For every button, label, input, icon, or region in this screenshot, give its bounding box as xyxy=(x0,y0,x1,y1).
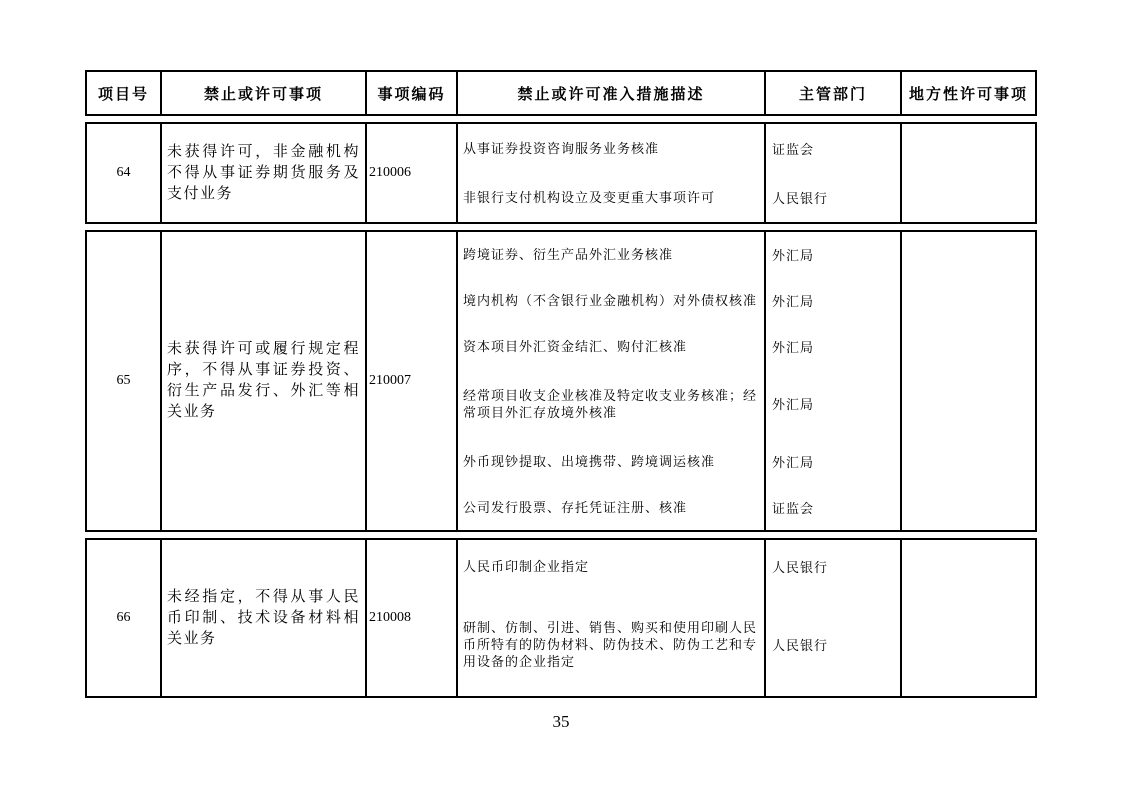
measure-desc-text: 外币现钞提取、出境携带、跨境调运核准 xyxy=(463,453,716,469)
dept-cell: 外汇局 xyxy=(764,278,900,324)
measure-row xyxy=(456,370,1035,439)
measure-row xyxy=(456,173,1035,222)
measure-row xyxy=(456,278,1035,324)
measure-desc-text: 公司发行股票、存托凭证注册、核准 xyxy=(463,499,688,515)
measure-desc-cell xyxy=(456,124,764,173)
table-header-row xyxy=(85,70,1037,116)
local-permit-cell xyxy=(900,540,1035,592)
measure-desc-cell xyxy=(456,324,764,370)
measure-desc-text: 经常项目收支企业核准及特定收支业务核准；经常项目外汇存放境外核准 xyxy=(463,387,758,420)
item-code-cell: 210007 xyxy=(365,232,456,530)
measure-desc-cell xyxy=(456,438,764,484)
measure-desc-text: 人民币印制企业指定 xyxy=(463,558,590,574)
measures-group xyxy=(456,232,1035,530)
table-row xyxy=(85,122,1037,224)
measure-row xyxy=(456,232,1035,278)
measure-desc-cell xyxy=(456,592,764,696)
dept-cell: 外汇局 xyxy=(764,232,900,278)
measure-row xyxy=(456,124,1035,173)
item-code-cell: 210008 xyxy=(365,540,456,696)
dept-cell: 证监会 xyxy=(764,124,900,173)
dept-cell: 人民银行 xyxy=(764,540,900,592)
header-prohibited-item: 禁止或许可事项 xyxy=(160,72,365,114)
header-item-code: 事项编码 xyxy=(365,72,456,114)
measures-group xyxy=(456,124,1035,222)
measure-desc-text: 从事证券投资咨询服务业务核准 xyxy=(463,141,660,156)
measure-row xyxy=(456,540,1035,592)
dept-cell: 外汇局 xyxy=(764,370,900,439)
measure-desc-cell xyxy=(456,484,764,530)
item-no-cell: 66 xyxy=(116,610,131,625)
item-desc-cell xyxy=(160,124,365,222)
local-permit-cell xyxy=(900,370,1035,439)
measure-row xyxy=(456,592,1035,696)
item-desc-text: 未获得许可，非金融机构不得从事证券期货服务及支付业务 xyxy=(167,143,360,202)
dept-cell: 外汇局 xyxy=(764,438,900,484)
header-item-no: 项目号 xyxy=(97,86,149,103)
item-no-cell: 64 xyxy=(116,165,131,180)
local-permit-cell xyxy=(900,438,1035,484)
item-code-cell: 210006 xyxy=(365,124,456,222)
measure-desc-cell xyxy=(456,173,764,222)
local-permit-cell xyxy=(900,324,1035,370)
table-row xyxy=(85,538,1037,698)
item-desc-cell xyxy=(160,232,365,530)
header-local-permit: 地方性许可事项 xyxy=(900,72,1035,114)
item-desc-text: 未获得许可或履行规定程序，不得从事证券投资、衍生产品发行、外汇等相关业务 xyxy=(167,341,360,420)
table-body xyxy=(85,122,1037,698)
item-no-cell: 65 xyxy=(116,373,131,388)
local-permit-cell xyxy=(900,173,1035,222)
local-permit-cell xyxy=(900,484,1035,530)
measure-desc-text: 非银行支付机构设立及变更重大事项许可 xyxy=(463,190,716,205)
measure-desc-cell xyxy=(456,232,764,278)
measure-row xyxy=(456,438,1035,484)
measure-desc-cell xyxy=(456,540,764,592)
local-permit-cell xyxy=(900,592,1035,696)
dept-cell: 证监会 xyxy=(764,484,900,530)
item-desc-text: 未经指定，不得从事人民币印制、技术设备材料相关业务 xyxy=(167,588,360,647)
local-permit-cell xyxy=(900,124,1035,173)
local-permit-cell xyxy=(900,232,1035,278)
measures-group xyxy=(456,540,1035,696)
header-dept: 主管部门 xyxy=(764,72,900,114)
measure-desc-text: 境内机构（不含银行业金融机构）对外债权核准 xyxy=(463,293,758,309)
measure-desc-cell xyxy=(456,370,764,439)
table-row xyxy=(85,230,1037,532)
local-permit-cell xyxy=(900,278,1035,324)
measure-desc-text: 研制、仿制、引进、销售、购买和使用印刷人民币所特有的防伪材料、防伪技术、防伪工艺和专用设备的企业指定 xyxy=(463,619,758,669)
item-desc-cell xyxy=(160,540,365,696)
dept-cell: 人民银行 xyxy=(764,173,900,222)
measure-row xyxy=(456,484,1035,530)
negative-list-table xyxy=(85,70,1037,704)
measure-row xyxy=(456,324,1035,370)
page-number: 35 xyxy=(552,712,570,731)
measure-desc-cell xyxy=(456,278,764,324)
dept-cell: 人民银行 xyxy=(764,592,900,696)
header-measure-desc: 禁止或许可准入措施描述 xyxy=(456,72,764,114)
dept-cell: 外汇局 xyxy=(764,324,900,370)
measure-desc-text: 资本项目外汇资金结汇、购付汇核准 xyxy=(463,339,688,355)
measure-desc-text: 跨境证券、衍生产品外汇业务核准 xyxy=(463,247,674,263)
